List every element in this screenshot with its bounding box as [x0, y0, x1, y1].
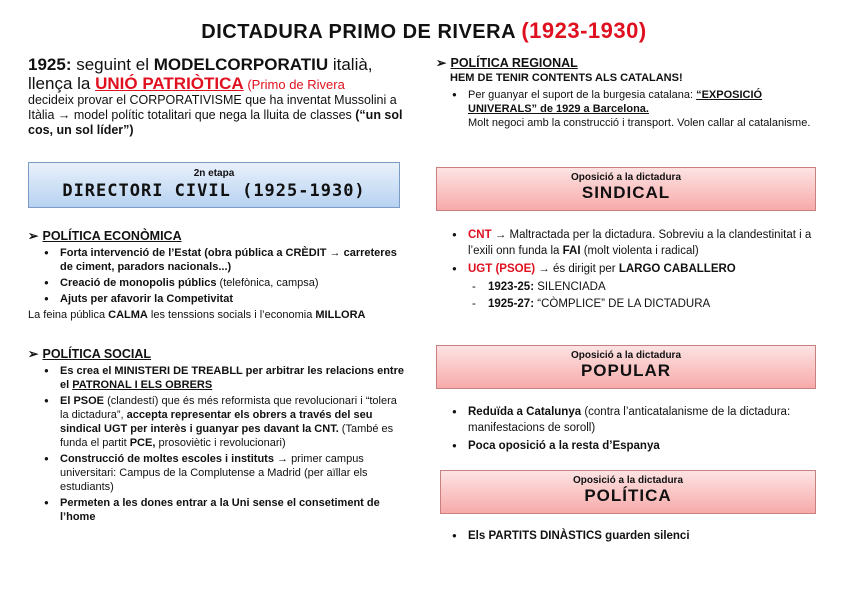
oposicio-politica [436, 528, 821, 546]
regional-subtitle: HEM DE TENIR CONTENTS ALS CATALANS! [450, 72, 683, 84]
politica-social: ➢ POLÍTICA SOCIAL ● Es crea el MINISTERI DE TREABLL per arbitrar les relacions entre el PATRONAL I ELS OBRERS ● El PSOE (clandestí) que és més reformista que revolucionari i “tolera la dictadura”, accepta representar els obrers a través del seu sindical UGT per interès i guanyar pes davant la CNT. (També es funda el partit PCE, prosoviètic i revolucionari) ● Construcció de moltes escoles i instituts → primer campus universitari: Campus de la Complutense a Madrid (per aïllar els estudiants) ● Permeten a les dones entrar a la Uni sense el consetiment de l’home [28, 346, 408, 526]
list-item: ● Es crea el MINISTERI DE TREABLL per arbitrar les relacions entre el PATRONAL I ELS OBRERS [42, 364, 408, 392]
sub-item: - 1923-25: SILENCIADA [436, 279, 821, 296]
unio-patriotica: UNIÓ PATRIÒTICA [95, 74, 244, 93]
list-item: ● El PSOE (clandestí) que és més reformista que revolucionari i “tolera la dictadura”, accepta representar els obrers a través del seu sindical UGT per interès i guanyar pes davant la CNT. (També es funda el partit PCE, prosoviètic i revolucionari) [42, 394, 408, 450]
list-item: ● CNT → Maltractada per la dictadura. Sobreviu a la clandestinitat i a l’exili onn funda la FAI (molt violenta i radical) [450, 227, 821, 259]
list-item: ● UGT (PSOE) → és dirigit per LARGO CABALLERO [450, 261, 821, 277]
arrowhead-icon: ➢ [28, 347, 39, 361]
list-item: ● Reduïda a Catalunya (contra l’anticatalanisme de la dictadura: manifestacions de soroll) [450, 404, 821, 436]
intro-paragraph: 1925: seguint el MODELCORPORATIU italià, llença la UNIÓ PATRIÒTICA (Primo de Rivera decideix provar el CORPORATIVISME que ha inventat Mussolini a Itàlia → model polític totalitari que nega la lluita de classes (“un sol cos, un sol líder”) [28, 55, 403, 137]
oposicio-popular [436, 404, 821, 456]
list-item: ● Ajuts per afavorir la Competivitat [42, 292, 408, 306]
arrowhead-icon: ➢ [28, 229, 39, 243]
arrowhead-icon: ➢ [436, 56, 447, 70]
list-item: ● Poca oposició a la resta d’Espanya [450, 438, 821, 454]
directori-civil-box: 2n etapa DIRECTORI CIVIL (1925-1930) [28, 162, 400, 208]
list-item: ● Construcció de moltes escoles i instituts → primer campus universitari: Campus de la Complutense a Madrid (per aïllar els estudiants) [42, 452, 408, 494]
politica-economica: ➢ POLÍTICA ECONÒMICA ● Forta intervenció de l’Estat (obra pública a CRÈDIT → carreteres de ciment, paradors nacionals...) ● Creació de monopolis públics (telefònica, campsa) ● Ajuts per afavorir la Competivitat La feina pública CALMA les tenssions socials i l’economia MILLORA [28, 228, 408, 322]
list-item: ● Forta intervenció de l’Estat (obra pública a CRÈDIT → carreteres de ciment, paradors nacionals...) [42, 246, 408, 274]
page-title [0, 18, 848, 44]
oposicio-politica-box: Oposició a la dictadura POLÍTICA [440, 470, 816, 514]
list-item: ● Els PARTITS DINÀSTICS guarden silenci [450, 528, 821, 544]
list-item: ● Creació de monopolis públics (telefònica, campsa) [42, 276, 408, 290]
list-item: ● Permeten a les dones entrar a la Uni sense el consetiment de l’home [42, 496, 408, 524]
title-years: (1923-1930) [521, 18, 647, 43]
oposicio-sindical-box: Oposició a la dictadura SINDICAL [436, 167, 816, 211]
oposicio-sindical [436, 227, 821, 313]
title-text: DICTADURA PRIMO DE RIVERA [201, 21, 522, 43]
economia-note: La feina pública CALMA les tenssions socials i l’economia MILLORA [28, 309, 366, 321]
list-item: ● Per guanyar el suport de la burgesia catalana: “EXPOSICIÓ UNIVERALS” de 1929 a Barcelona. Molt negoci amb la construcció i transport. Volen callar al catalanisme. [450, 88, 821, 130]
sub-item: - 1925-27: “CÒMPLICE” DE LA DICTADURA [436, 296, 821, 313]
oposicio-popular-box: Oposició a la dictadura POPULAR [436, 345, 816, 389]
politica-regional: ➢ POLÍTICA REGIONAL HEM DE TENIR CONTENTS ALS CATALANS! ● Per guanyar el suport de la burgesia catalana: “EXPOSICIÓ UNIVERALS” de 1929 a Barcelona. Molt negoci amb la construcció i transport. Volen callar al catalanisme. [436, 55, 821, 132]
